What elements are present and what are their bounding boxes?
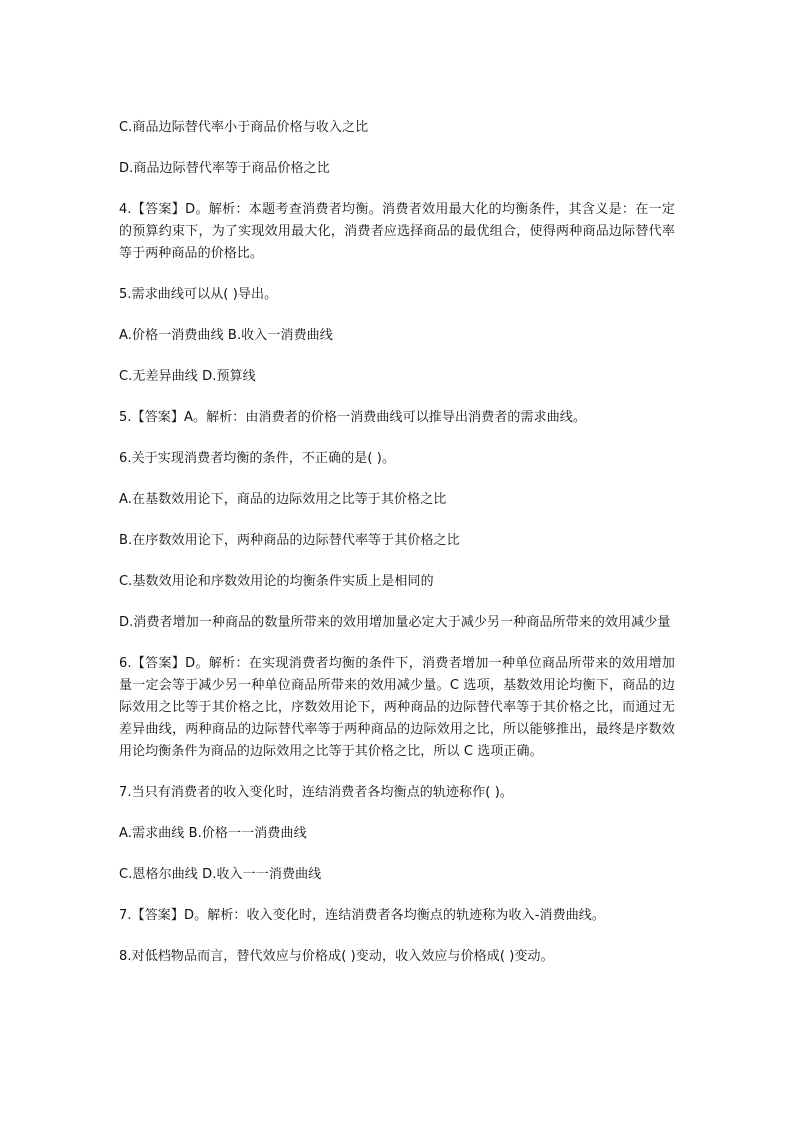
option-d: D.商品边际替代率等于商品价格之比 [119, 161, 330, 176]
question-7: 7.当只有消费者的收入变化时，连结消费者各均衡点的轨迹称作( )。 [119, 785, 513, 800]
question-8: 8.对低档物品而言，替代效应与价格成( )变动，收入效应与价格成( )变动。 [119, 949, 554, 964]
answer-5: 5.【答案】A。解析：由消费者的价格一消费曲线可以推导出消费者的需求曲线。 [119, 410, 586, 425]
question-5-options-cd: C.无差异曲线 D.预算线 [119, 369, 256, 384]
document-page [119, 117, 675, 987]
option-c: C.商品边际替代率小于商品价格与收入之比 [119, 120, 369, 135]
question-6: 6.关于实现消费者均衡的条件，不正确的是( )。 [119, 451, 396, 466]
question-7-options-ab: A.需求曲线 B.价格一一消费曲线 [119, 826, 307, 841]
question-5-options-ab: A.价格一消费曲线 B.收入一消费曲线 [119, 328, 333, 343]
question-6-option-d: D.消费者增加一种商品的数量所带来的效用增加量必定大于减少另一种商品所带来的效用减少量 [119, 615, 671, 630]
question-6-option-c: C.基数效用论和序数效用论的均衡条件实质上是相同的 [119, 574, 434, 589]
answer-4: 4.【答案】D。解析：本题考查消费者均衡。消费者效用最大化的均衡条件，其含义是：在一定的预算约束下，为了实现效用最大化，消费者应选择商品的最优组合，使得两种商品边际替代率等于两种商品的价格比。 [119, 202, 675, 261]
question-6-option-b: B.在序数效用论下，两种商品的边际替代率等于其价格之比 [119, 533, 460, 548]
answer-6: 6.【答案】D。解析：在实现消费者均衡的条件下，消费者增加一种单位商品所带来的效用增加量一定会等于减少另一种单位商品所带来的效用减少量。C 选项，基数效用论均衡下，商品的边际效用之比等于其价格之比，序数效用论下，两种商品的边际替代率等于其价格之比，而通过无差异曲线，两种商品的边际替代率等于两种商品的边际效用之比，所以能够推出，最终是序数效用论均衡条件为商品的边际效用之比等于其价格之比，所以 C 选项正确。 [119, 656, 675, 759]
question-6-option-a: A.在基数效用论下，商品的边际效用之比等于其价格之比 [119, 492, 447, 507]
answer-7: 7.【答案】D。解析：收入变化时，连结消费者各均衡点的轨迹称为收入-消费曲线。 [119, 908, 606, 923]
question-7-options-cd: C.恩格尔曲线 D.收入一一消费曲线 [119, 867, 322, 882]
question-5: 5.需求曲线可以从( )导出。 [119, 287, 278, 302]
